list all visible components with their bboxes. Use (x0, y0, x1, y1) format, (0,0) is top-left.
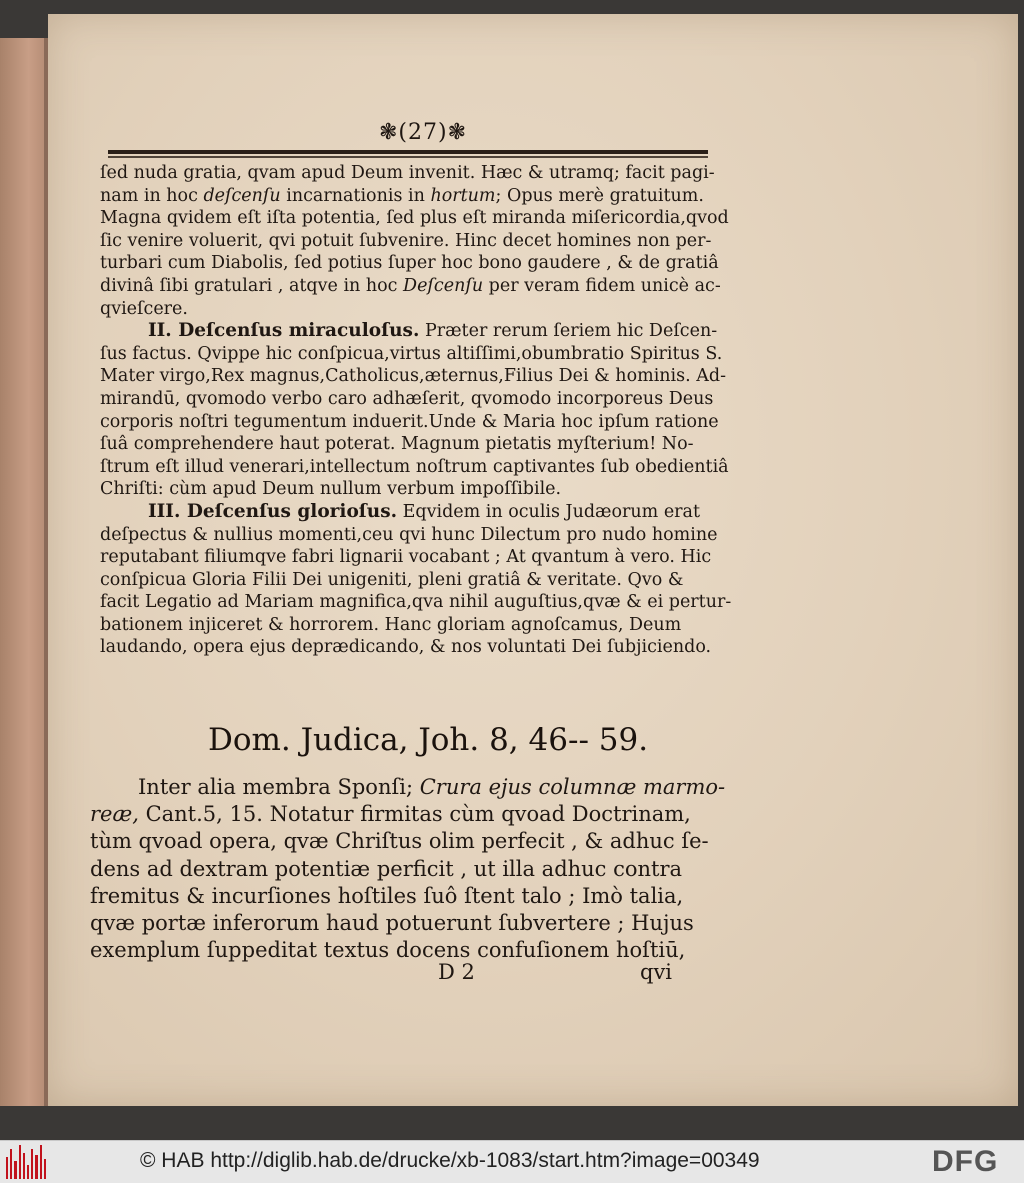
header-rule (108, 150, 708, 154)
text-run: facit Legatio ad Mariam magnifica,qva nihil auguſtius,qvæ & ei pertur- (100, 592, 732, 613)
text-line (90, 828, 730, 855)
logo-bar (14, 1161, 16, 1179)
paragraph-lead: II. Deſcenſus miraculoſus. (148, 320, 420, 342)
section-heading: Dom. Judica, Joh. 8, 46-- 59. (208, 722, 649, 758)
text-run: ſuâ comprehendere haut poterat. Magnum pietatis myſterium! No- (100, 434, 694, 455)
dfg-logo[interactable]: DFG (932, 1145, 999, 1178)
text-run: mirandū, qvomodo verbo caro adhæſerit, qvomodo incorporeus Deus (100, 388, 714, 409)
logo-bar (27, 1165, 29, 1179)
previous-page-edge (0, 38, 48, 1106)
text-run: Mater virgo,Rex magnus,Catholicus,æternus,Filius Dei & hominis. Ad- (100, 366, 727, 387)
text-run: Præter rerum ſeriem hic Deſcen- (419, 321, 718, 342)
logo-bar (40, 1145, 42, 1179)
body-text-lower (90, 774, 730, 964)
text-run: nam in hoc (100, 185, 204, 206)
copyright-link[interactable]: © HAB http://diglib.hab.de/drucke/xb-1083/start.htm?image=00349 (140, 1149, 760, 1172)
text-run: dens ad dextram potentiæ perficit , ut illa adhuc contra (90, 856, 683, 881)
text-line (100, 478, 720, 501)
italic-term: Deſcenſu (403, 275, 484, 296)
text-line (90, 883, 730, 910)
page-number-header: ❃(27)❃ (378, 120, 468, 145)
text-run: ſic venire voluerit, qvi potuit ſubvenire. Hinc decet homines non per- (100, 230, 712, 251)
text-run: ; Opus merè gratuitum. (495, 185, 704, 206)
text-run: Inter alia membra Sponſi; (138, 775, 420, 799)
text-run: Chriſti: cùm apud Deum nullum verbum impoſſibile. (100, 479, 562, 500)
italic-term: hortum (430, 185, 496, 206)
text-line (100, 320, 720, 343)
text-line (100, 207, 729, 230)
text-run: corporis noſtri tegumentum induerit.Unde & Maria hoc ipſum ratione (100, 411, 719, 432)
logo-bar (10, 1149, 12, 1179)
text-line (100, 569, 720, 592)
text-run: Eqvidem in oculis Judæorum erat (397, 501, 701, 522)
logo-bar (44, 1159, 46, 1179)
text-run: qvieſcere. (100, 298, 188, 319)
text-run: ſed nuda gratia, qvam apud Deum invenit. Hæc & utramq; facit pagi- (100, 163, 715, 183)
text-run: conſpicua Gloria Filii Dei unigeniti, pleni gratiâ & veritate. Qvo & (100, 569, 684, 590)
text-run: turbari cum Diabolis, ſed potius ſuper hoc bono gaudere , & de gratiâ (100, 253, 719, 274)
text-line (100, 411, 720, 434)
text-run: reputabant filiumqve fabri lignarii vocabant ; At qvantum à vero. Hic (100, 547, 712, 568)
logo-bar (23, 1153, 25, 1179)
logo-bar (31, 1149, 33, 1179)
paragraph-lead: III. Deſcenſus glorioſus. (148, 500, 398, 522)
footer-bar (0, 1140, 1024, 1183)
body-text-upper (100, 162, 732, 659)
signature-mark: D 2 (438, 960, 475, 984)
text-run: Magna qvidem eſt iſta potentia, ſed plus eſt miranda miſericordia,qvod (100, 208, 729, 229)
text-run: Cant.5, 15. Notatur firmitas cùm qvoad Doctrinam, (138, 802, 691, 827)
text-line (90, 910, 730, 937)
scanned-page (48, 14, 1018, 1106)
logo-bar (35, 1155, 37, 1179)
catchword: qvi (640, 960, 673, 984)
header-rule-thin (108, 156, 708, 158)
hab-logo-icon[interactable] (6, 1145, 46, 1179)
text-line (100, 456, 729, 479)
text-line (100, 614, 720, 637)
logo-bar (6, 1157, 8, 1179)
italic-term: reæ, (90, 802, 139, 827)
text-run: bationem injiceret & horrorem. Hanc gloriam agnoſcamus, Deum (100, 614, 682, 635)
text-line (100, 343, 723, 366)
italic-term: Crura ejus columnæ marmo- (419, 775, 726, 799)
text-line (100, 252, 720, 275)
text-run: incarnationis in (280, 185, 431, 206)
text-line (90, 856, 730, 883)
text-line (100, 275, 720, 298)
text-line (90, 801, 730, 828)
text-line (100, 298, 720, 321)
text-line (100, 501, 720, 524)
text-line (100, 524, 720, 547)
italic-term: deſcenſu (203, 185, 281, 206)
text-run: deſpectus & nullius momenti,ceu qvi hunc Dilectum pro nudo homine (100, 524, 718, 545)
text-line (100, 433, 720, 456)
logo-bar (19, 1145, 21, 1179)
text-run: fremitus & incurſiones hoſtiles ſuô ſtent talo ; Imò talia, (90, 883, 684, 908)
text-run: per veram fidem unicè ac- (483, 275, 721, 296)
text-run: tùm qvoad opera, qvæ Chriſtus olim perfecit , & adhuc ſe- (90, 829, 709, 854)
text-line (100, 230, 720, 253)
text-line (100, 365, 727, 388)
text-line (100, 546, 720, 569)
text-line (100, 636, 720, 659)
text-run: qvæ portæ inferorum haud potuerunt ſubvertere ; Hujus (90, 910, 694, 935)
text-line (90, 774, 730, 801)
text-line (100, 185, 720, 208)
text-run: laudando, opera ejus deprædicando, & nos voluntati Dei ſubjiciendo. (100, 637, 712, 658)
text-line (100, 388, 720, 411)
text-line (90, 937, 730, 964)
text-run: divinâ ſibi gratulari , atqve in hoc (100, 275, 404, 296)
text-run: ſus factus. Qvippe hic conſpicua,virtus altiſſimi,obumbratio Spiritus S. (100, 343, 723, 364)
text-line (100, 162, 720, 185)
text-run: exemplum ſuppeditat textus docens confuſionem hoſtiū, (90, 938, 686, 963)
text-line (100, 591, 732, 614)
text-run: ſtrum eſt illud venerari,intellectum noſtrum captivantes ſub obedientiâ (100, 456, 729, 477)
